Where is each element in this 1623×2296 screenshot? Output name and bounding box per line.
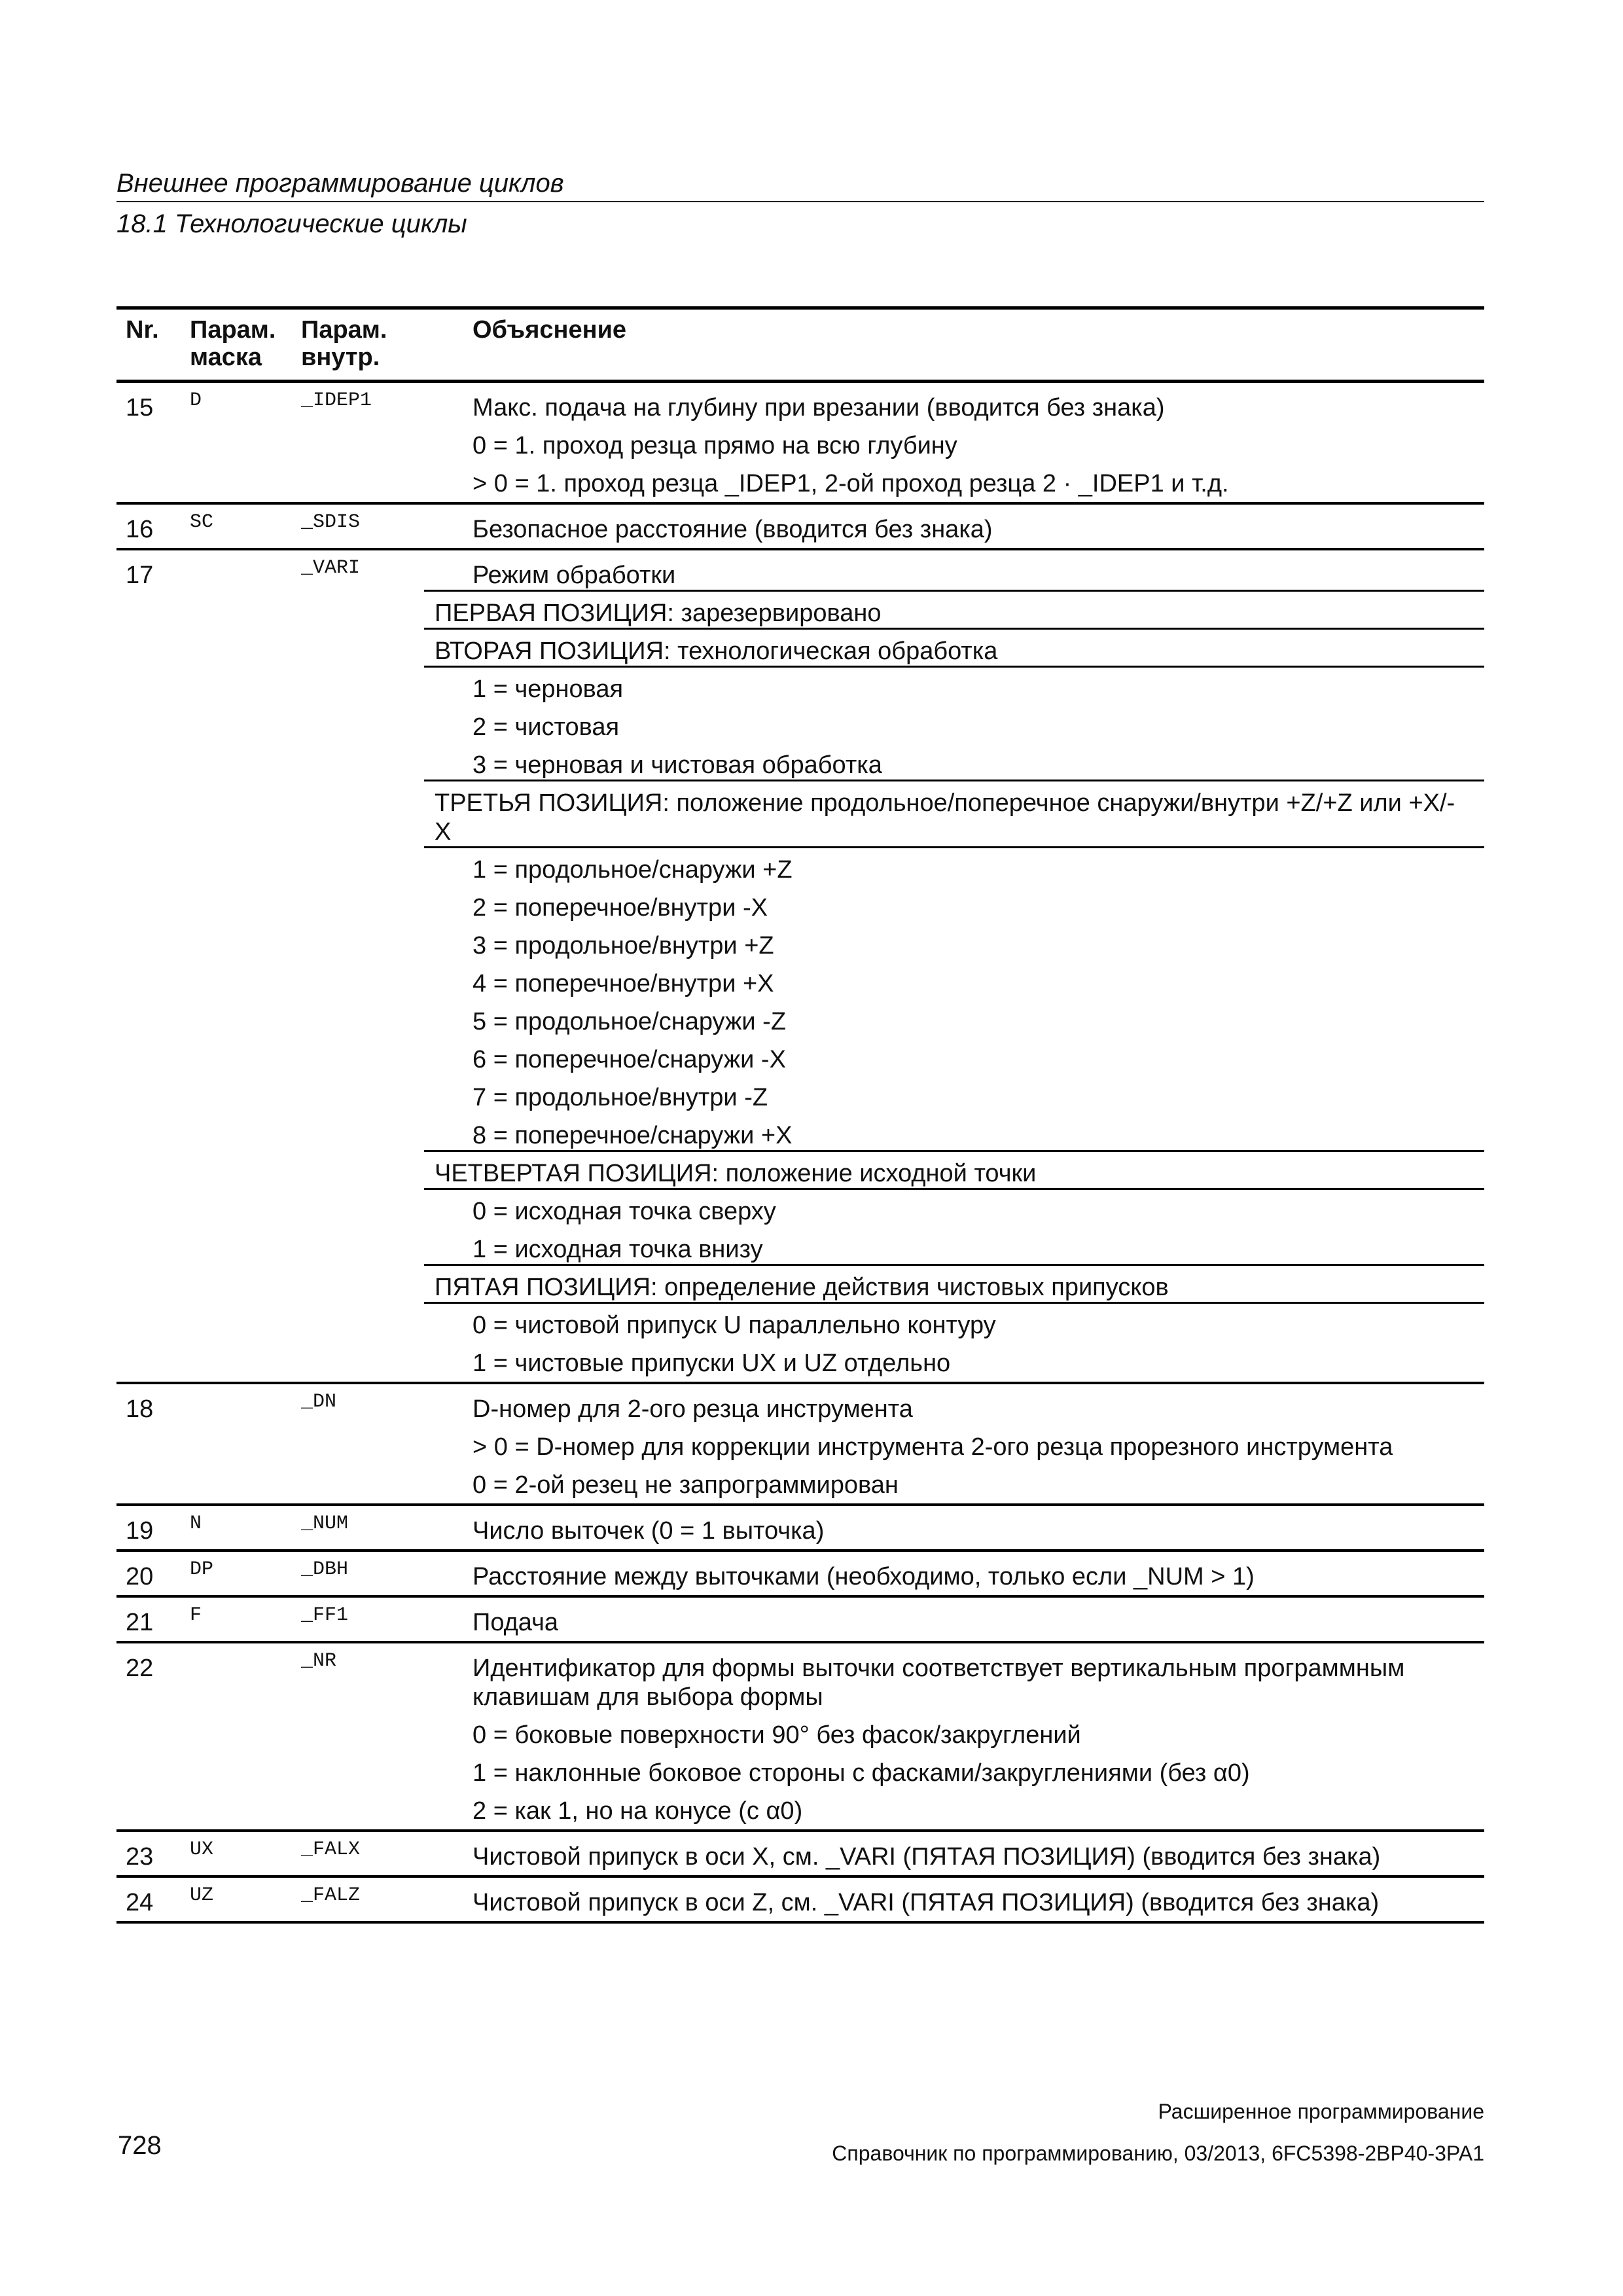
- col-explanation-header: Объяснение: [473, 316, 627, 344]
- position-heading: ПЯТАЯ ПОЗИЦИЯ: определение действия чистовых припусков: [435, 1274, 1169, 1301]
- page-number: 728: [118, 2131, 162, 2160]
- row-intern: _NR: [301, 1650, 337, 1672]
- explanation-line: 1 = продольное/снаружи +Z: [473, 856, 793, 884]
- explanation-line: D-номер для 2-ого резца инструмента: [473, 1395, 913, 1423]
- explanation-line: 8 = поперечное/снаружи +X: [473, 1122, 793, 1149]
- col-nr-header: Nr.: [126, 316, 159, 344]
- row-intern: _NUM: [301, 1513, 349, 1535]
- row-mask: UX: [190, 1839, 214, 1861]
- explanation-line: 2 = как 1, но на конусе (с α0): [473, 1797, 803, 1825]
- explanation-line: 0 = боковые поверхности 90° без фасок/закруглений: [473, 1721, 1081, 1749]
- explanation-line: 1 = черновая: [473, 675, 624, 703]
- row-rule: [116, 1595, 1484, 1598]
- explanation-line: 7 = продольное/внутри -Z: [473, 1084, 768, 1111]
- row-mask: N: [190, 1513, 202, 1535]
- row-nr: 22: [126, 1655, 154, 1682]
- row-nr: 23: [126, 1843, 154, 1871]
- row-mask: SC: [190, 511, 214, 533]
- explanation-line: Число выточек (0 = 1 выточка): [473, 1517, 825, 1545]
- explanation-line: > 0 = 1. проход резца _IDEP1, 2-ой проход резца 2 · _IDEP1 и т.д.: [473, 470, 1229, 497]
- table-top-rule: [116, 306, 1484, 310]
- row-intern: _IDEP1: [301, 389, 372, 412]
- explanation-line: 1 = чистовые припуски UX и UZ отдельно: [473, 1350, 951, 1377]
- row-intern: _FALZ: [301, 1884, 361, 1907]
- explanation-line: Чистовой припуск в оси X, см. _VARI (ПЯТАЯ ПОЗИЦИЯ) (вводится без знака): [473, 1843, 1381, 1871]
- row-rule: [116, 1641, 1484, 1643]
- explanation-line: 3 = продольное/внутри +Z: [473, 932, 774, 960]
- row-rule: [116, 1829, 1484, 1832]
- row-mask: F: [190, 1604, 202, 1626]
- row-mask: UZ: [190, 1884, 214, 1907]
- row-intern: _DBH: [301, 1558, 349, 1581]
- col-mask-header: Парам.: [190, 316, 276, 344]
- explanation-line: 0 = 2-ой резец не запрограммирован: [473, 1471, 899, 1499]
- subheading-rule: [424, 1150, 1484, 1152]
- footer-reference: Справочник по программированию, 03/2013, 6FC5398-2BP40-3PA1: [832, 2142, 1484, 2165]
- header-rule: [116, 201, 1484, 202]
- row-rule: [116, 1503, 1484, 1506]
- row-nr: 16: [126, 516, 154, 543]
- subheading-rule: [424, 666, 1484, 668]
- explanation-line: 1 = исходная точка внизу: [473, 1236, 763, 1263]
- explanation-line: 0 = 1. проход резца прямо на всю глубину: [473, 432, 957, 459]
- row-intern: _DN: [301, 1391, 337, 1413]
- explanation-line: 5 = продольное/снаружи -Z: [473, 1008, 787, 1035]
- row-rule: [116, 1875, 1484, 1878]
- row-rule: [116, 1382, 1484, 1384]
- subheading-rule: [424, 590, 1484, 592]
- position-heading: ТРЕТЬЯ ПОЗИЦИЯ: положение продольное/поперечное снаружи/внутри +Z/+Z или +X/-: [435, 789, 1455, 817]
- position-heading: ПЕРВАЯ ПОЗИЦИЯ: зарезервировано: [435, 600, 882, 627]
- col-intern-header: внутр.: [301, 344, 380, 371]
- row-nr: 20: [126, 1563, 154, 1590]
- explanation-line: > 0 = D-номер для коррекции инструмента 2-ого резца прорезного инструмента: [473, 1433, 1393, 1461]
- subheading-rule: [424, 628, 1484, 630]
- explanation-line: Подача: [473, 1609, 559, 1636]
- position-heading: ВТОРАЯ ПОЗИЦИЯ: технологическая обработка: [435, 637, 998, 665]
- explanation-line: 0 = чистовой припуск U параллельно контуру: [473, 1312, 996, 1339]
- explanation-line: 2 = поперечное/внутри -X: [473, 894, 768, 922]
- explanation-line: Макс. подача на глубину при врезании (вводится без знака): [473, 394, 1165, 422]
- col-mask-header: маска: [190, 344, 262, 371]
- row-intern: _FF1: [301, 1604, 349, 1626]
- chapter-title: Внешнее программирование циклов: [116, 169, 564, 198]
- explanation-line: 4 = поперечное/внутри +X: [473, 970, 774, 997]
- subheading-rule: [424, 780, 1484, 781]
- section-title: 18.1 Технологические циклы: [116, 209, 467, 238]
- explanation-line: 6 = поперечное/снаружи -X: [473, 1046, 786, 1073]
- subheading-rule: [424, 1302, 1484, 1304]
- row-intern: _VARI: [301, 557, 361, 579]
- subheading-rule: [424, 846, 1484, 848]
- footer-title: Расширенное программирование: [1158, 2100, 1484, 2123]
- row-nr: 19: [126, 1517, 154, 1545]
- subheading-rule: [424, 1264, 1484, 1266]
- row-rule: [116, 1549, 1484, 1552]
- table-header-rule: [116, 380, 1484, 383]
- row-intern: _FALX: [301, 1839, 361, 1861]
- row-intern: _SDIS: [301, 511, 361, 533]
- explanation-line: 2 = чистовая: [473, 713, 620, 741]
- subheading-rule: [424, 1188, 1484, 1190]
- row-rule: [116, 548, 1484, 550]
- explanation-line: Расстояние между выточками (необходимо, только если _NUM > 1): [473, 1563, 1255, 1590]
- explanation-line: Чистовой припуск в оси Z, см. _VARI (ПЯТАЯ ПОЗИЦИЯ) (вводится без знака): [473, 1889, 1380, 1916]
- row-mask: D: [190, 389, 202, 412]
- row-nr: 24: [126, 1889, 154, 1916]
- row-nr: 18: [126, 1395, 154, 1423]
- explanation-line: клавишам для выбора формы: [473, 1683, 823, 1711]
- explanation-line: X: [435, 818, 452, 846]
- explanation-line: Режим обработки: [473, 562, 676, 589]
- row-nr: 21: [126, 1609, 154, 1636]
- explanation-line: Безопасное расстояние (вводится без знака): [473, 516, 993, 543]
- row-mask: DP: [190, 1558, 214, 1581]
- row-nr: 15: [126, 394, 154, 422]
- row-rule: [116, 1921, 1484, 1924]
- explanation-line: 1 = наклонные боковое стороны с фасками/закруглениями (без α0): [473, 1759, 1250, 1787]
- explanation-line: 0 = исходная точка сверху: [473, 1198, 776, 1225]
- row-rule: [116, 502, 1484, 505]
- row-nr: 17: [126, 562, 154, 589]
- explanation-line: 3 = черновая и чистовая обработка: [473, 751, 882, 779]
- position-heading: ЧЕТВЕРТАЯ ПОЗИЦИЯ: положение исходной точки: [435, 1160, 1037, 1187]
- col-intern-header: Парам.: [301, 316, 387, 344]
- explanation-line: Идентификатор для формы выточки соответствует вертикальным программным: [473, 1655, 1405, 1682]
